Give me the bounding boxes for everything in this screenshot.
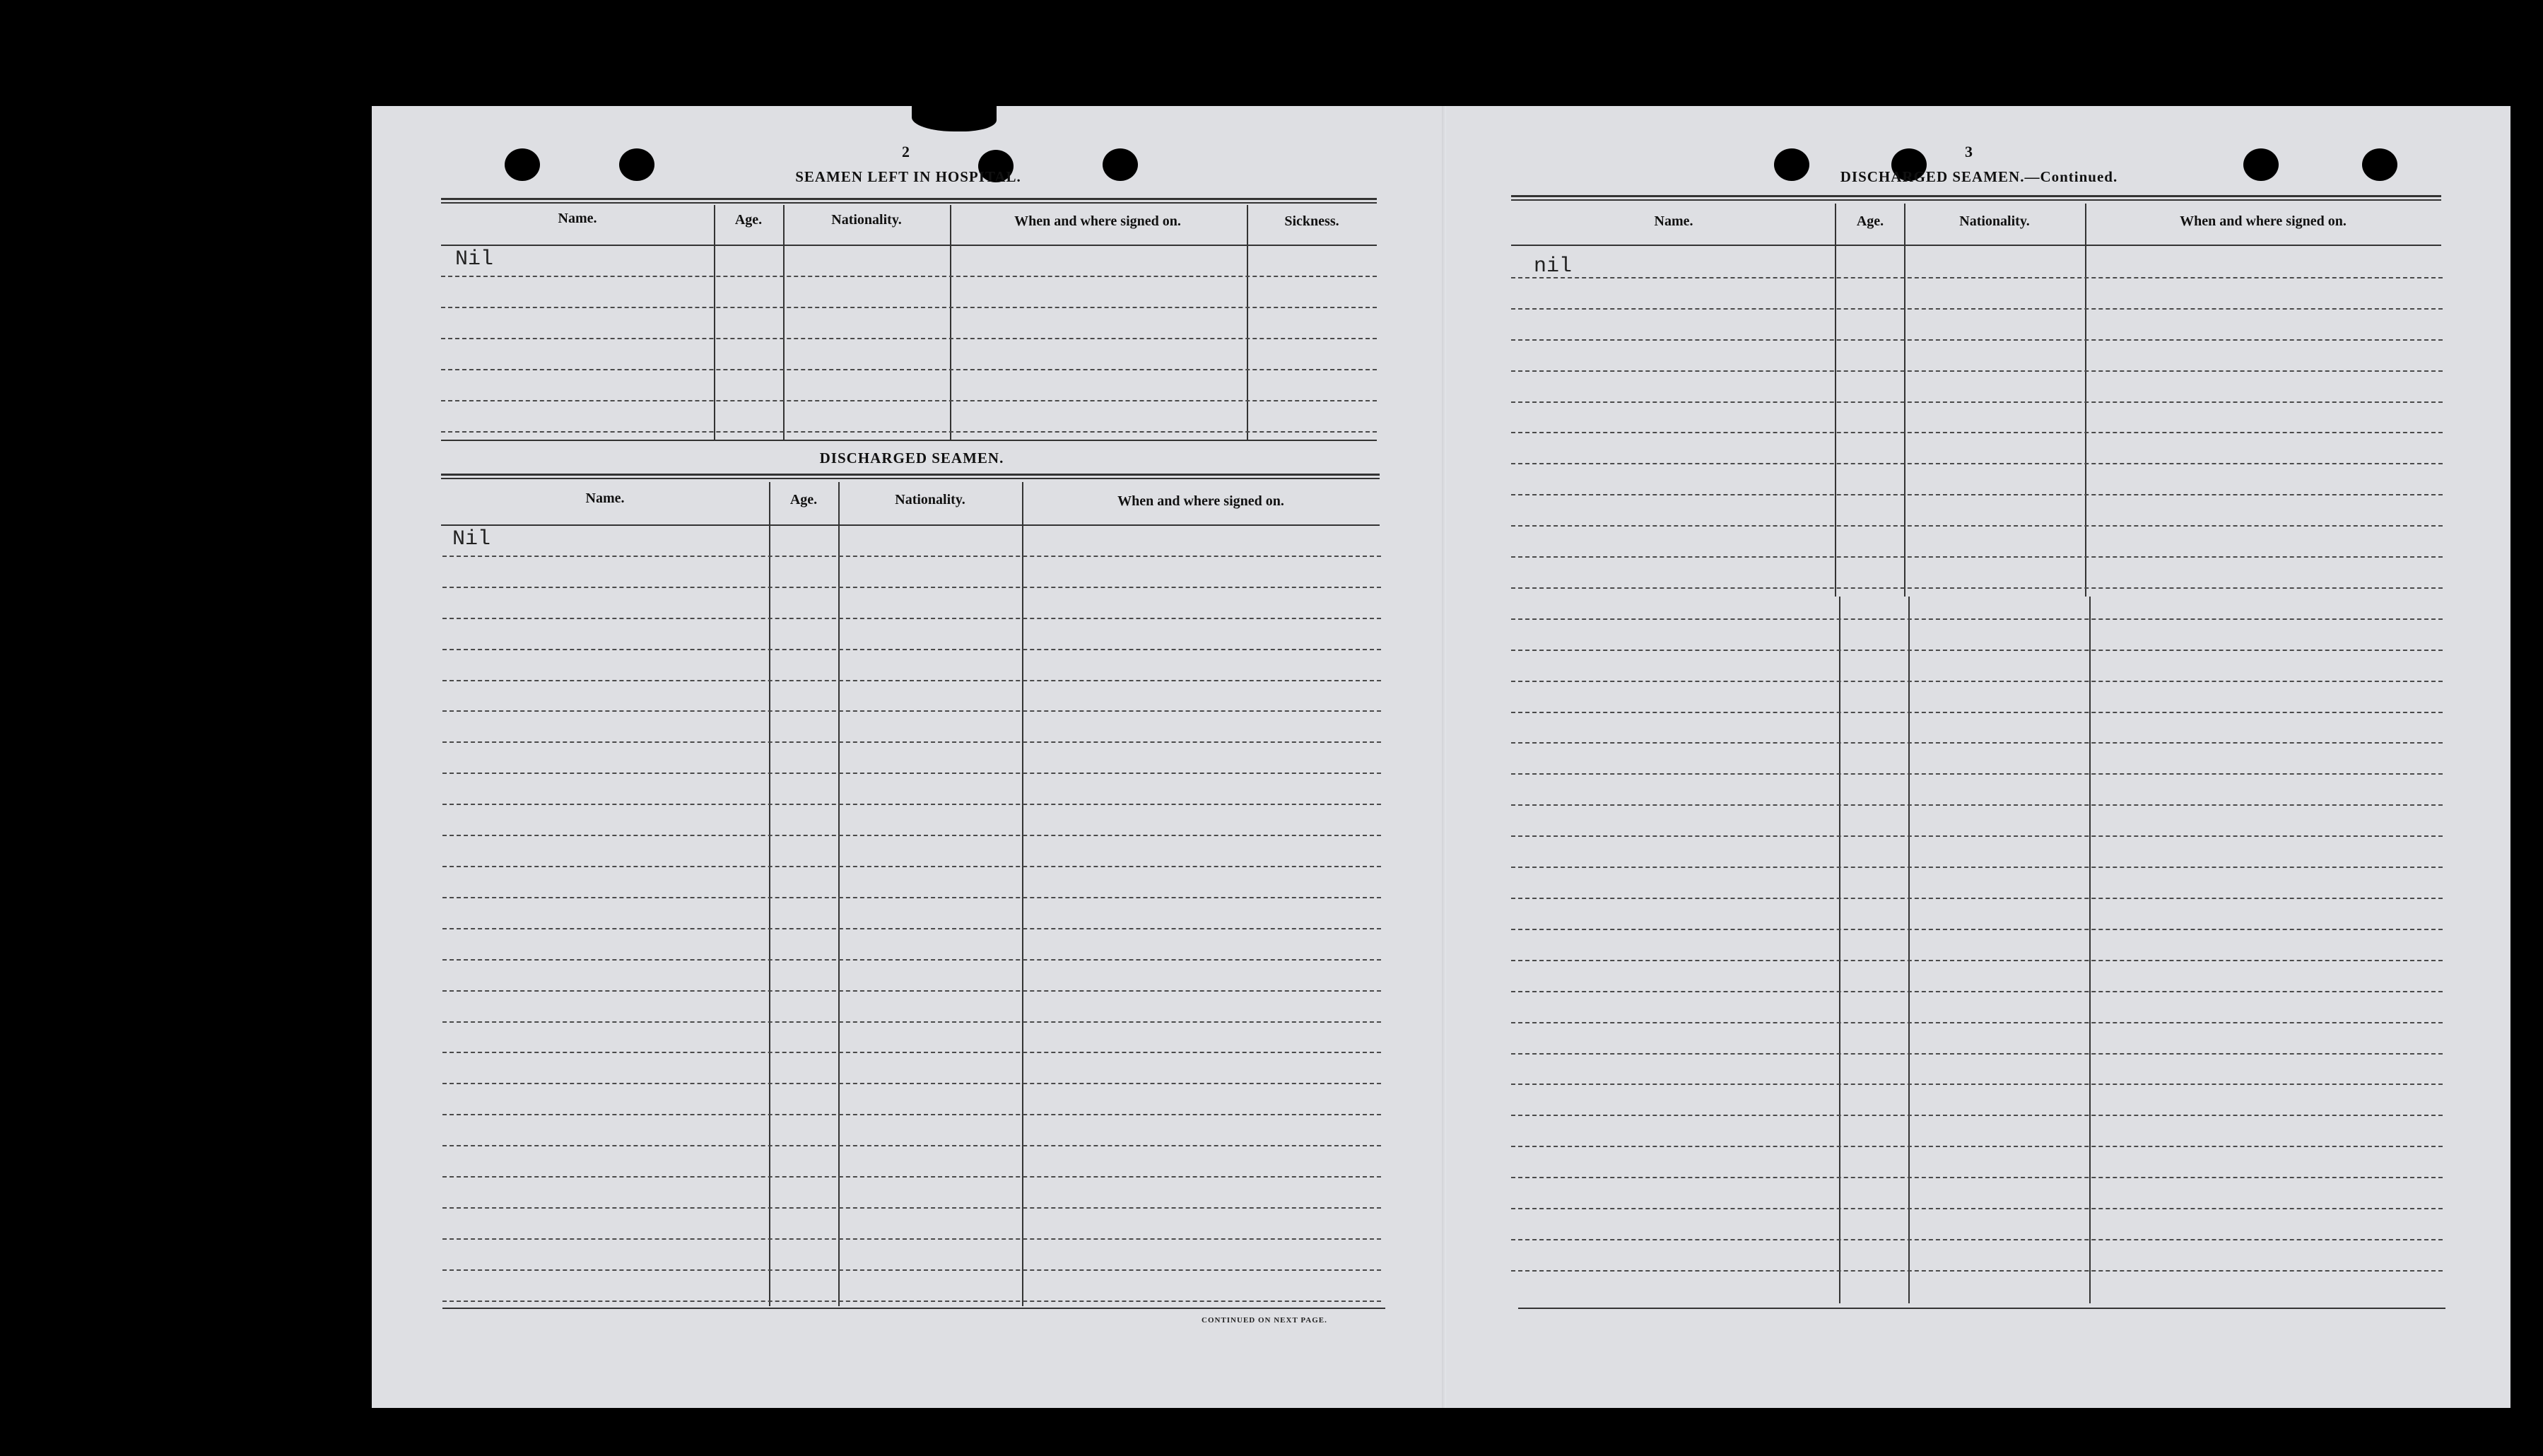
punch-hole: [2362, 148, 2397, 181]
ruled-line: [1511, 1270, 2443, 1272]
col-header-name: Name.: [1654, 213, 1693, 229]
ruled-line: [1511, 650, 2443, 651]
ruled-line: [1511, 835, 2443, 837]
continued-note: CONTINUED ON NEXT PAGE.: [1202, 1316, 1327, 1325]
ruled-line: [442, 556, 1381, 557]
ruled-line: [1511, 525, 2443, 527]
col-header-age: Age.: [789, 492, 818, 507]
ruled-line: [442, 928, 1381, 929]
ruled-line: [441, 431, 1377, 433]
handwritten-nil: Nil: [455, 247, 494, 271]
form-sheet: [372, 106, 2510, 1408]
ruled-line: [441, 369, 1377, 370]
ruled-line: [1511, 277, 2443, 278]
ruled-line: [1511, 929, 2443, 930]
ruled-line: [1511, 587, 2443, 589]
ruled-line: [442, 1114, 1381, 1115]
ruled-line: [1511, 1115, 2443, 1116]
ruled-line: [1511, 960, 2443, 961]
ruled-line: [442, 1052, 1381, 1053]
col-header-signed-on: When and where signed on.: [1014, 213, 1181, 229]
ruled-line: [442, 773, 1381, 774]
ruled-line: [441, 400, 1377, 401]
handwritten-nil: nil: [1534, 254, 1573, 278]
ruled-line: [1511, 681, 2443, 682]
ruled-line: [1511, 556, 2443, 558]
ruled-line: [1511, 339, 2443, 341]
ruled-line: [1511, 1022, 2443, 1023]
col-header-signed-on: When and where signed on.: [2180, 213, 2347, 229]
ruled-line: [1511, 463, 2443, 464]
ruled-line: [1511, 1239, 2443, 1240]
page-number: 3: [1965, 143, 1973, 160]
ruled-line: [442, 959, 1381, 961]
section-title-hospital: SEAMEN LEFT IN HOSPITAL.: [795, 168, 1021, 185]
page-fold: [1442, 106, 1446, 1408]
ruled-line: [442, 1301, 1381, 1302]
ruled-line: [442, 897, 1381, 898]
ruled-line: [442, 1145, 1381, 1146]
ruled-line: [442, 1083, 1381, 1084]
ruled-line: [442, 990, 1381, 992]
ruled-line: [1511, 991, 2443, 992]
ruled-line: [1511, 432, 2443, 433]
ruled-line: [442, 1207, 1381, 1209]
paper-tear: [912, 103, 997, 131]
ruled-line: [442, 866, 1381, 867]
col-header-age: Age.: [1856, 213, 1884, 229]
punch-hole: [1774, 148, 1809, 181]
col-header-age: Age.: [734, 212, 763, 228]
ruled-line: [442, 741, 1381, 743]
punch-hole: [505, 148, 540, 181]
ruled-line: [442, 1176, 1381, 1178]
col-header-signed-on: When and where signed on.: [1117, 493, 1284, 509]
ruled-line: [1511, 1208, 2443, 1209]
col-header-nationality: Nationality.: [895, 492, 965, 507]
ruled-line: [1511, 1084, 2443, 1085]
ruled-line: [1511, 1146, 2443, 1147]
ruled-line: [1511, 1053, 2443, 1055]
ruled-line: [441, 307, 1377, 308]
ruled-line: [441, 276, 1377, 277]
ruled-line: [1511, 494, 2443, 495]
ruled-line: [442, 649, 1381, 650]
ruled-line: [1511, 618, 2443, 620]
ruled-line: [1511, 712, 2443, 713]
ruled-line: [442, 1021, 1381, 1023]
col-header-name: Name.: [585, 491, 625, 506]
ruled-line: [1511, 773, 2443, 775]
ruled-line: [442, 1238, 1381, 1240]
col-header-name: Name.: [558, 211, 597, 226]
ruled-line: [442, 835, 1381, 836]
ruled-line: [442, 804, 1381, 805]
ruled-line: [1511, 308, 2443, 310]
page-number: 2: [902, 143, 910, 160]
ruled-line: [1511, 401, 2443, 403]
section-title-discharged: DISCHARGED SEAMEN.: [819, 450, 1004, 466]
ruled-line: [442, 618, 1381, 619]
col-header-nationality: Nationality.: [831, 212, 902, 228]
punch-hole: [619, 148, 654, 181]
ruled-line: [442, 587, 1381, 588]
punch-hole: [2243, 148, 2279, 181]
ruled-line: [442, 1269, 1381, 1271]
ruled-line: [1511, 370, 2443, 372]
ruled-line: [441, 338, 1377, 339]
ruled-line: [442, 710, 1381, 712]
col-header-sickness: Sickness.: [1284, 213, 1339, 229]
ruled-line: [1511, 804, 2443, 806]
ruled-line: [1511, 742, 2443, 744]
col-header-nationality: Nationality.: [1959, 213, 2030, 229]
ruled-line: [1511, 898, 2443, 899]
ruled-line: [442, 680, 1381, 681]
ruled-line: [1511, 1177, 2443, 1178]
ruled-line: [1511, 867, 2443, 868]
handwritten-nil: Nil: [452, 527, 491, 551]
section-title-continued: DISCHARGED SEAMEN.—Continued.: [1840, 168, 2118, 185]
